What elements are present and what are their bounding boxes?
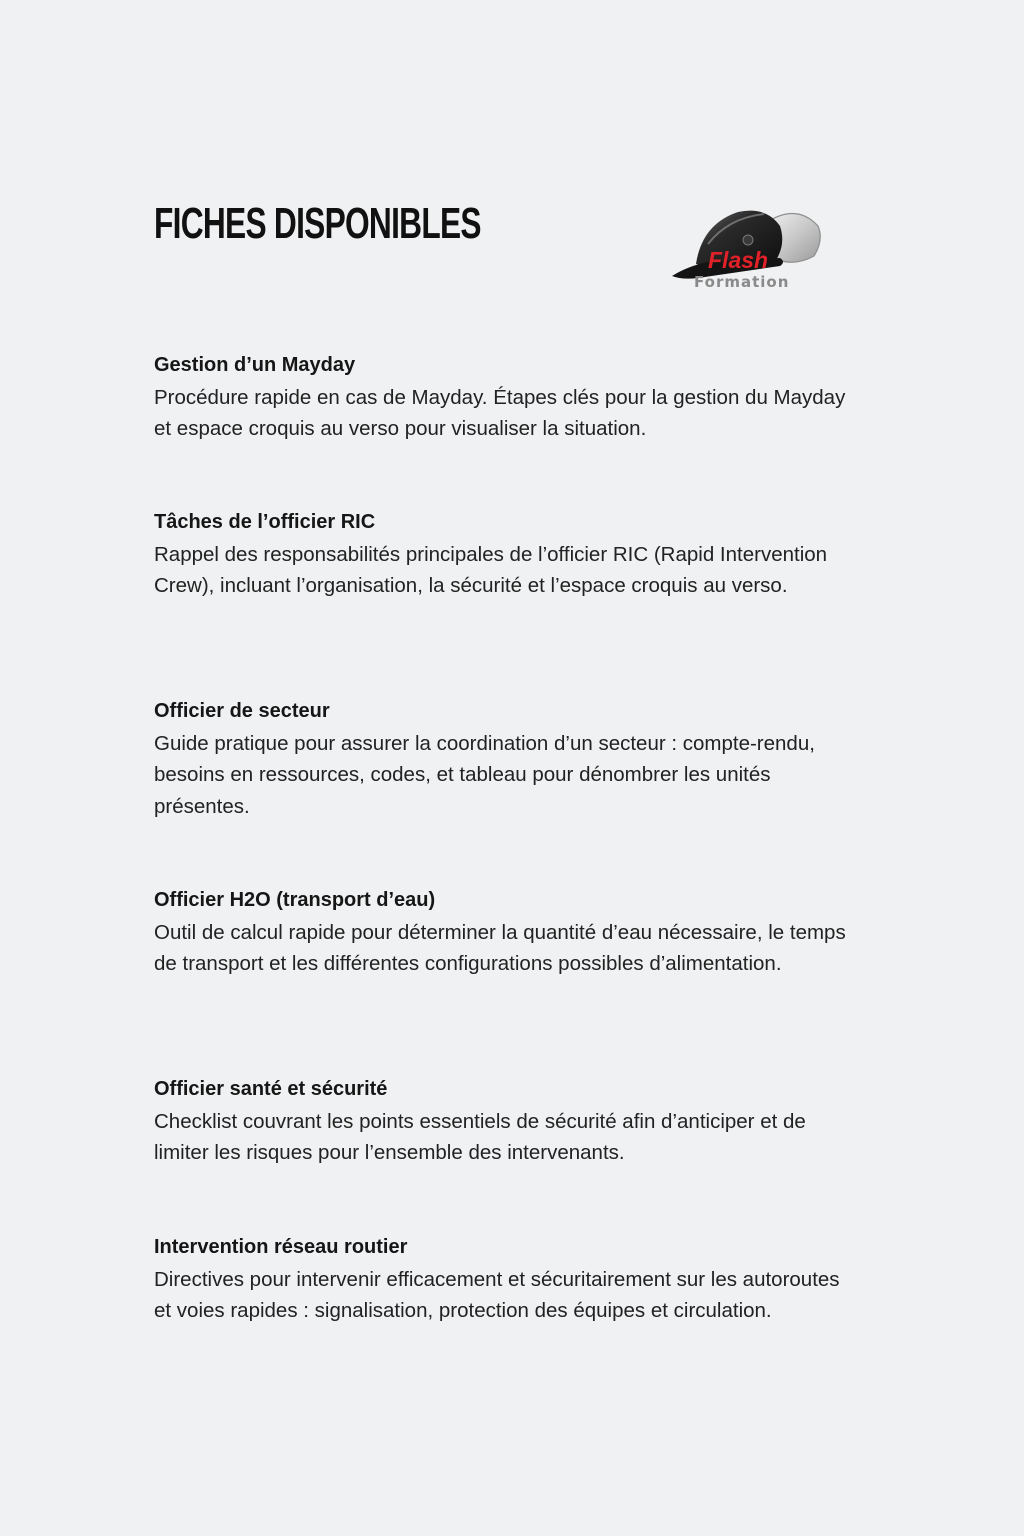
sheet-title: Officier de secteur	[154, 700, 330, 722]
sheet-item-mayday	[154, 350, 854, 445]
logo-brand-formation: Formation	[694, 273, 790, 291]
sheet-item-reseau-routier	[154, 1232, 854, 1327]
sheet-item-officier-secteur	[154, 696, 854, 822]
sheet-description: Directives pour intervenir efficacement et sécuritairement sur les autoroutes et voies rapides : signalisation, protection des équipes et circulation.	[154, 1267, 840, 1322]
sheet-description: Outil de calcul rapide pour déterminer la quantité d’eau nécessaire, le temps de transport et les différentes configurations possibles d’alimentation.	[154, 920, 846, 975]
sheet-item-officier-ric	[154, 507, 854, 602]
sheet-title: Gestion d’un Mayday	[154, 354, 356, 376]
sheet-item-sante-securite	[154, 1074, 854, 1169]
sheet-item-officier-h2o	[154, 885, 854, 980]
sheet-title: Intervention réseau routier	[154, 1236, 408, 1258]
sheet-description: Procédure rapide en cas de Mayday. Étapes clés pour la gestion du Mayday et espace croquis au verso pour visualiser la situation.	[154, 385, 846, 440]
page-title: FICHES DISPONIBLES	[154, 199, 481, 248]
sheet-description: Guide pratique pour assurer la coordination d’un secteur : compte-rendu, besoins en ressources, codes, et tableau pour dénombrer les unités présentes.	[154, 731, 815, 818]
logo-brand-flash: Flash	[708, 247, 769, 273]
sheet-title: Tâches de l’officier RIC	[154, 511, 376, 533]
sheet-title: Officier santé et sécurité	[154, 1078, 388, 1100]
flash-formation-logo	[668, 200, 828, 295]
firefighter-helmet-icon	[668, 200, 828, 295]
sheet-description: Checklist couvrant les points essentiels de sécurité afin d’anticiper et de limiter les risques pour l’ensemble des intervenants.	[154, 1109, 806, 1164]
sheet-title: Officier H2O (transport d’eau)	[154, 889, 436, 911]
sheet-description: Rappel des responsabilités principales de l’officier RIC (Rapid Intervention Crew), incluant l’organisation, la sécurité et l’espace croquis au verso.	[154, 542, 828, 597]
